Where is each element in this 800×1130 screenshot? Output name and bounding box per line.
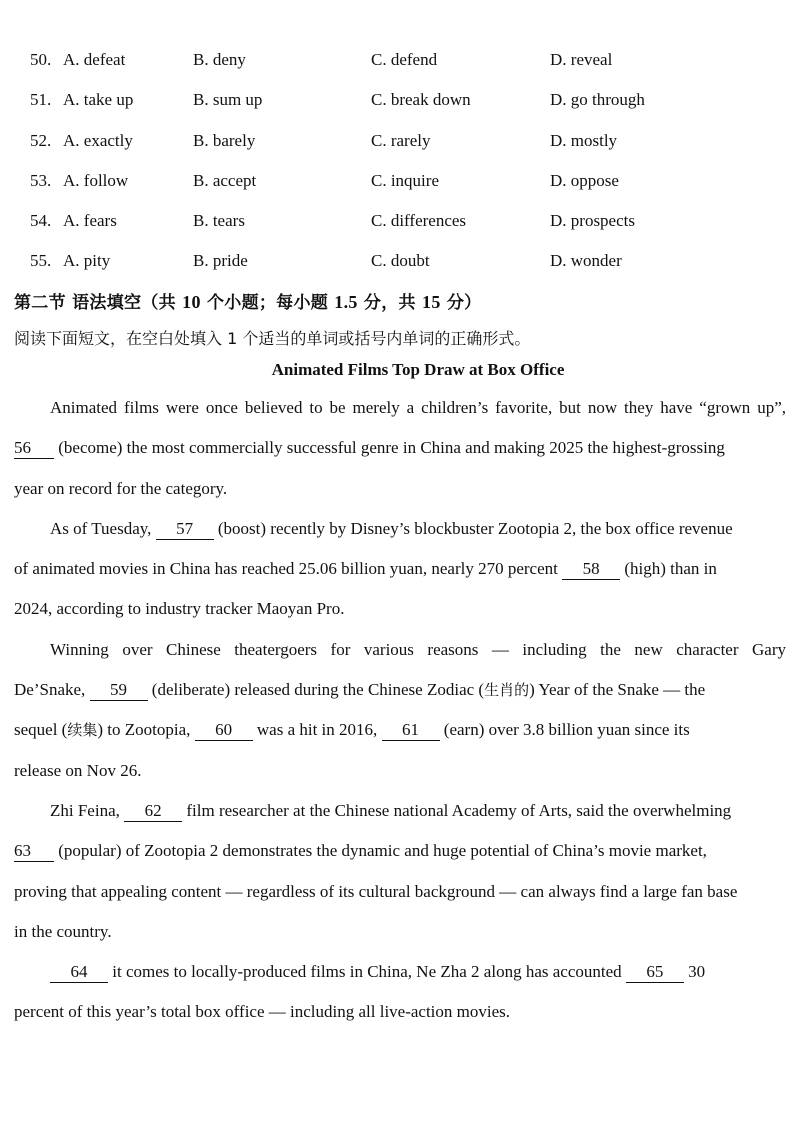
passage-line xyxy=(14,992,786,1032)
text-run: 续集 xyxy=(67,721,98,740)
blank-57[interactable]: 57 xyxy=(156,519,214,540)
option-d: D. mostly xyxy=(550,130,618,150)
text-run: in the country. xyxy=(14,921,112,941)
section-heading-text: 个小题；每小题 xyxy=(200,293,335,313)
passage-line xyxy=(14,469,786,509)
text-run: year on record for the category. xyxy=(14,478,228,498)
option-b: B. barely xyxy=(193,130,256,150)
question-number: 54. xyxy=(30,211,52,231)
section-heading-text: 第二节 语法填空（共 xyxy=(14,293,183,313)
passage-line xyxy=(14,872,786,912)
text-run: Zhi Feina, xyxy=(50,800,125,820)
points-total: 15 xyxy=(422,292,441,312)
option-a: A. exactly xyxy=(63,130,133,150)
choice-row xyxy=(0,44,800,84)
blank-65[interactable]: 65 xyxy=(626,962,684,983)
passage-line xyxy=(14,549,786,589)
option-a: A. fears xyxy=(63,211,117,231)
option-c: C. rarely xyxy=(371,130,431,150)
option-d: D. wonder xyxy=(550,251,622,271)
passage-line xyxy=(14,751,786,791)
text-run: (boost) recently by Disney’s blockbuster Zootopia 2, the box office revenue xyxy=(213,518,733,538)
text-run: of animated movies in China has reached 25.06 billion yuan, nearly 270 percent xyxy=(14,559,563,579)
passage-line xyxy=(14,630,786,670)
passage-line xyxy=(14,831,786,871)
points-each: 1.5 xyxy=(334,292,358,312)
text-run: (deliberate) released during the Chinese Zodiac ( xyxy=(147,680,485,700)
passage-line xyxy=(14,509,786,549)
option-c: C. defend xyxy=(371,50,438,69)
option-d: D. prospects xyxy=(550,211,635,231)
option-a: A. defeat xyxy=(63,50,126,69)
section-heading-text: 分，共 xyxy=(357,293,423,313)
text-run: (become) the most commercially successful genre in China and making 2025 the highest-grossing xyxy=(54,438,725,458)
option-b: B. sum up xyxy=(193,90,263,110)
text-run: ) Year of the Snake — the xyxy=(529,680,706,700)
blank-59[interactable]: 59 xyxy=(90,680,148,701)
choice-table xyxy=(0,44,800,286)
option-c: C. differences xyxy=(371,211,467,231)
option-b: B. pride xyxy=(193,251,248,271)
passage-line xyxy=(14,952,786,992)
text-run: (earn) over 3.8 billion yuan since its xyxy=(439,720,690,740)
section-heading-text: 分） xyxy=(440,293,482,313)
text-run: (popular) of Zootopia 2 demonstrates the dynamic and huge potential of China’s movie market, xyxy=(54,841,707,861)
option-d: D. go through xyxy=(550,90,645,110)
passage-line xyxy=(14,710,786,750)
choice-row xyxy=(0,125,800,165)
text-run: film researcher at the Chinese national Academy of Arts, said the overwhelming xyxy=(182,800,732,820)
text-run: 2024, according to industry tracker Maoyan Pro. xyxy=(14,599,345,619)
question-number: 52. xyxy=(30,130,52,150)
text-run: percent of this year’s total box office — including all live-action movies. xyxy=(14,1002,511,1022)
passage-title: Animated Films Top Draw at Box Office xyxy=(271,360,565,379)
blank-56[interactable]: 56 xyxy=(14,438,54,459)
text-run: De’Snake, xyxy=(14,680,90,700)
section-heading xyxy=(14,288,481,313)
text-run: release on Nov 26. xyxy=(14,760,142,780)
text-run: Winning over Chinese theatergoers for various reasons — including the new character Gary xyxy=(50,639,786,659)
text-run: proving that appealing content — regardless of its cultural background — can always find a large fan base xyxy=(14,881,738,901)
item-count: 10 xyxy=(182,292,201,312)
option-a: A. follow xyxy=(63,170,129,190)
passage-line xyxy=(14,388,786,428)
text-run: ) to Zootopia, xyxy=(97,720,195,740)
blank-63[interactable]: 63 xyxy=(14,841,54,862)
choice-row xyxy=(0,84,800,124)
text-run: 30 xyxy=(683,962,706,982)
choice-row xyxy=(0,245,800,285)
passage-line xyxy=(14,589,786,629)
text-run: it comes to locally-produced films in China, Ne Zha 2 along has accounted xyxy=(108,962,626,982)
blank-60[interactable]: 60 xyxy=(195,720,253,741)
passage-line xyxy=(14,912,786,952)
option-d: D. oppose xyxy=(550,170,619,190)
option-b: B. tears xyxy=(193,211,245,231)
choice-row xyxy=(0,165,800,205)
option-c: C. doubt xyxy=(371,251,430,271)
option-b: B. accept xyxy=(193,170,257,190)
blank-62[interactable]: 62 xyxy=(124,801,182,822)
question-number: 55. xyxy=(30,251,52,271)
text-run: sequel ( xyxy=(14,720,68,740)
blank-58[interactable]: 58 xyxy=(562,559,620,580)
text-run: (high) than in xyxy=(620,559,717,579)
choice-row xyxy=(0,205,800,245)
section-instruction: 阅读下面短文，在空白处填入 1 个适当的单词或括号内单词的正确形式。 xyxy=(14,329,531,348)
passage-line xyxy=(14,428,786,468)
question-number: 53. xyxy=(30,170,52,190)
passage-line xyxy=(14,791,786,831)
text-run: As of Tuesday, xyxy=(50,518,156,538)
question-number: 51. xyxy=(30,90,52,110)
text-run: was a hit in 2016, xyxy=(252,720,382,740)
blank-64[interactable]: 64 xyxy=(50,962,108,983)
option-d: D. reveal xyxy=(550,50,613,69)
option-b: B. deny xyxy=(193,50,246,69)
option-a: A. pity xyxy=(63,251,111,271)
blank-61[interactable]: 61 xyxy=(382,720,440,741)
question-number: 50. xyxy=(30,50,52,69)
option-c: C. inquire xyxy=(371,170,439,190)
text-run: Animated films were once believed to be merely a children’s favorite, but now they have “grown up”, xyxy=(50,398,786,417)
passage-line xyxy=(14,670,786,710)
passage-body xyxy=(14,388,786,1033)
text-run: 生肖的 xyxy=(484,681,530,700)
option-a: A. take up xyxy=(63,90,134,110)
option-c: C. break down xyxy=(371,90,471,110)
